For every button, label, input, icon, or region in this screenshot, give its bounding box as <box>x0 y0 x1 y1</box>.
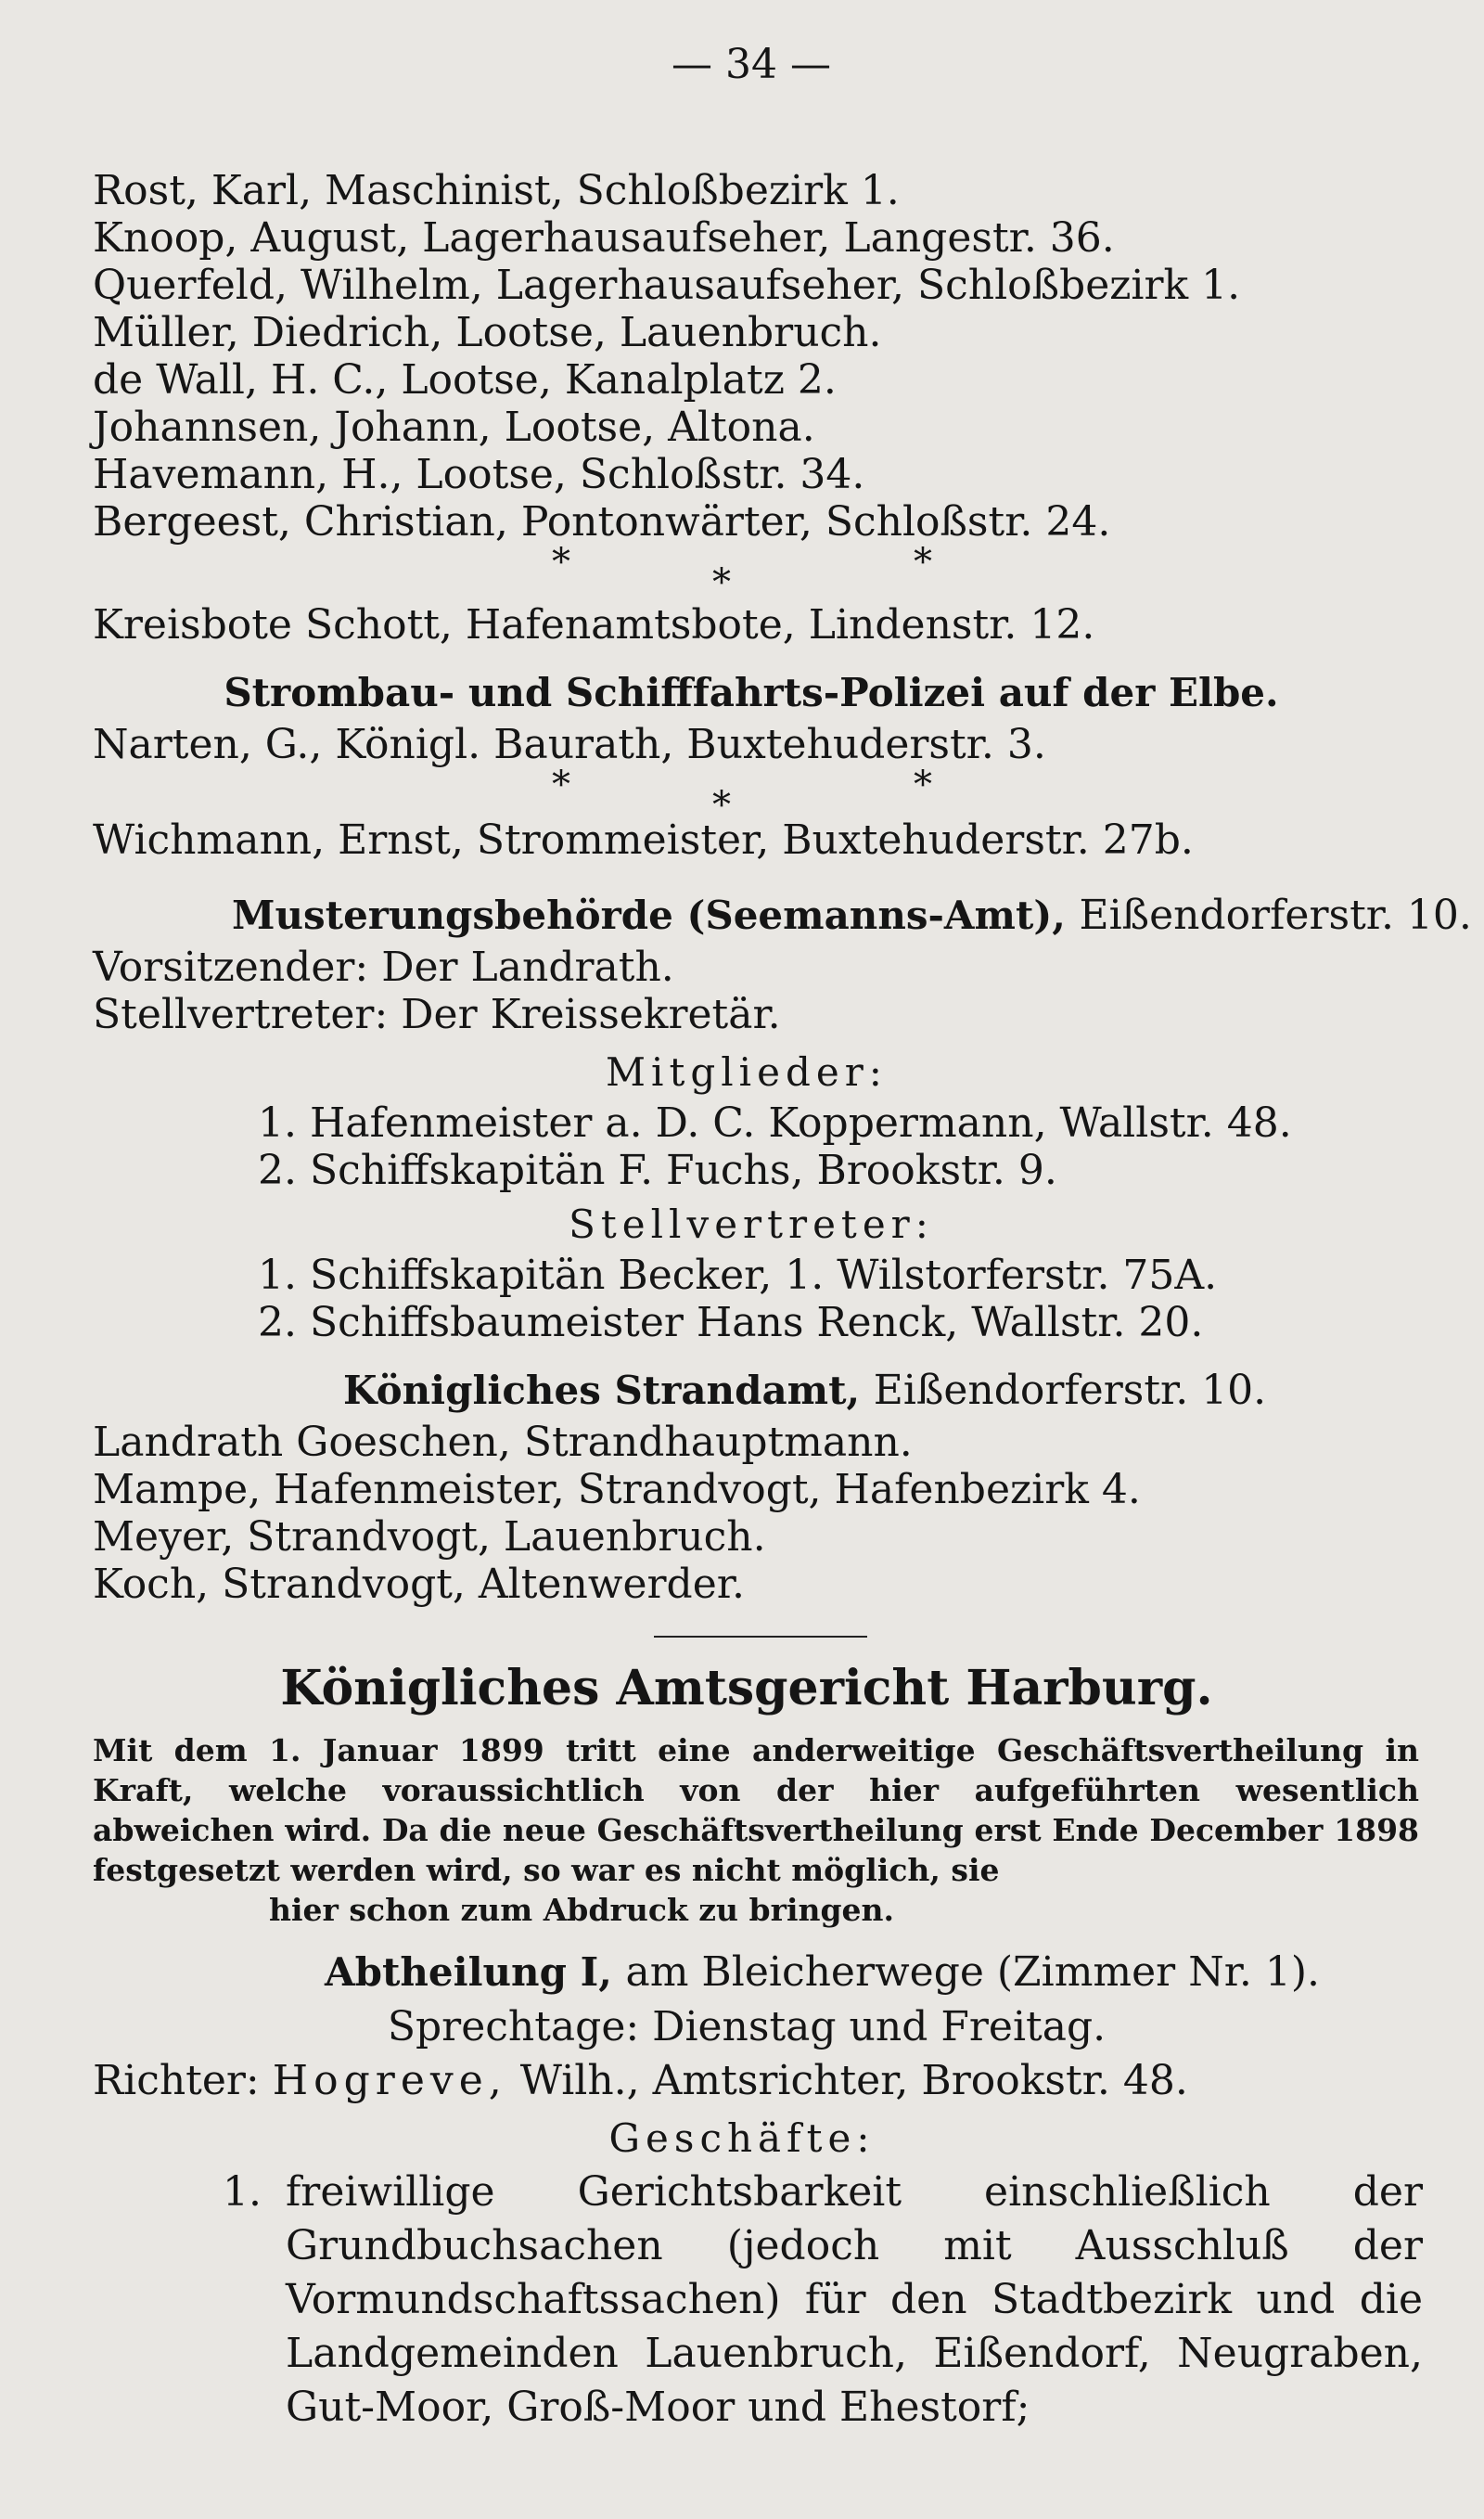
item-text: freiwillige Gerichtsbarkeit einschließlich der Grundbuchsachen (jedoch mit Ausschluß der Vormundschaftssachen) für den Stadtbezirk und die Landgemeinden Lauenbruch, Eißendorf, Neugraben, Gut-Moor, Groß-Moor und Ehestorf; <box>286 2168 1423 2431</box>
list-item: Koch, Strandvogt, Altenwerder. <box>93 1561 745 1608</box>
list-item: Meyer, Strandvogt, Lauenbruch. <box>93 1513 766 1561</box>
list-item: Querfeld, Wilhelm, Lagerhausaufseher, Schloßbezirk 1. <box>93 262 1241 309</box>
list-item <box>93 1147 1428 1194</box>
list-item: de Wall, H. C., Lootse, Kanalplatz 2. <box>93 356 837 404</box>
strandamt-title: Königliches Strandamt, <box>343 1368 861 1413</box>
section-divider <box>654 1636 867 1638</box>
musterung-vorsitzender: Vorsitzender: Der Landrath. <box>93 944 674 991</box>
strombau-line: Wichmann, Ernst, Strommeister, Buxtehuderstr. 27b. <box>93 816 1194 864</box>
musterung-stellvertreter: Stellvertreter: Der Kreissekretär. <box>93 991 781 1038</box>
musterung-heading <box>93 888 1472 944</box>
geschaefte-label: Geschäfte: <box>608 2115 876 2161</box>
list-item: Rost, Karl, Maschinist, Schloßbezirk 1. <box>93 167 900 214</box>
amtsgericht-notice <box>93 1730 1428 1930</box>
richter-details: Wilh., Amtsrichter, Brookstr. 48. <box>519 2057 1188 2104</box>
strombau-heading: Strombau- und Schifffahrts-Polizei auf der Elbe. <box>224 670 1279 715</box>
stellvertreter-label: Stellvertreter: <box>569 1202 934 1247</box>
list-item: Bergeest, Christian, Pontonwärter, Schloßstr. 24. <box>93 498 1111 546</box>
separator-asterisks <box>93 541 1428 604</box>
list-item: Mampe, Hafenmeister, Strandvogt, Hafenbezirk 4. <box>93 1466 1141 1513</box>
musterung-title: Musterungsbehörde (Seemanns-Amt), <box>232 893 1066 938</box>
abtheilung-location: am Bleicherwege (Zimmer Nr. 1). <box>625 1948 1321 1996</box>
mitglieder-label: Mitglieder: <box>606 1049 888 1095</box>
list-item <box>93 1299 1428 1346</box>
asterisk: * <box>712 784 731 827</box>
musterung-address: Eißendorferstr. 10. <box>1079 892 1472 939</box>
richter-line <box>93 2054 1428 2108</box>
asterisk: * <box>914 541 932 584</box>
item-text: Hafenmeister a. D. C. Koppermann, Wallstr. 48. <box>309 1099 1292 1147</box>
asterisk: * <box>552 541 570 584</box>
item-text: Schiffskapitän F. Fuchs, Brookstr. 9. <box>309 1147 1057 1194</box>
asterisk: * <box>914 764 932 806</box>
persons-top-list <box>93 167 1428 546</box>
item-text: Schiffsbaumeister Hans Renck, Wallstr. 20. <box>309 1299 1204 1346</box>
item-number: 1. <box>223 2168 262 2216</box>
list-item <box>93 1252 1428 1299</box>
abtheilung-heading <box>93 1945 1428 2000</box>
amtsgericht-title: Königliches Amtsgericht Harburg. <box>280 1660 1213 1716</box>
item-number: 2. <box>258 1299 297 1346</box>
item-number: 1. <box>258 1252 297 1299</box>
richter-label: Richter: <box>93 2057 260 2104</box>
strombau-line: Narten, G., Königl. Baurath, Buxtehuderstr. 3. <box>93 721 1046 768</box>
list-item: Havemann, H., Lootse, Schloßstr. 34. <box>93 451 865 498</box>
list-item: Landrath Goeschen, Strandhauptmann. <box>93 1419 913 1466</box>
list-item <box>93 1099 1428 1147</box>
separator-asterisks <box>93 764 1428 827</box>
item-text: Schiffskapitän Becker, 1. Wilstorferstr. 75A. <box>309 1252 1218 1299</box>
list-item: Knoop, August, Lagerhausaufseher, Langestr. 36. <box>93 214 1115 262</box>
list-item <box>93 2166 1428 2435</box>
notice-text: Mit dem 1. Januar 1899 tritt eine anderweitige Geschäftsvertheilung in Kraft, welche voraussichtlich von der hier aufgeführten wesentlich abweichen wird. Da die neue Geschäftsvertheilung erst Ende December 1898 festgesetzt werden wird, so war es nicht möglich, sie <box>93 1732 1419 1888</box>
list-item: Johannsen, Johann, Lootse, Altona. <box>93 404 815 451</box>
asterisk: * <box>712 561 731 604</box>
item-number: 2. <box>258 1147 297 1194</box>
asterisk: * <box>552 764 570 806</box>
kreisbote-line: Kreisbote Schott, Hafenamtsbote, Lindenstr. 12. <box>93 601 1095 649</box>
notice-text-last: hier schon zum Abdruck zu bringen. <box>269 1892 895 1928</box>
richter-name: Hogreve, <box>272 2057 507 2104</box>
strandamt-heading <box>93 1363 1428 1419</box>
abtheilung-title: Abtheilung I, <box>325 1949 612 1995</box>
page-number: — 34 — <box>672 41 831 88</box>
sprechtage: Sprechtage: Dienstag und Freitag. <box>387 2003 1107 2050</box>
strandamt-address: Eißendorferstr. 10. <box>873 1367 1267 1414</box>
item-number: 1. <box>258 1099 297 1147</box>
list-item: Müller, Diedrich, Lootse, Lauenbruch. <box>93 309 882 356</box>
